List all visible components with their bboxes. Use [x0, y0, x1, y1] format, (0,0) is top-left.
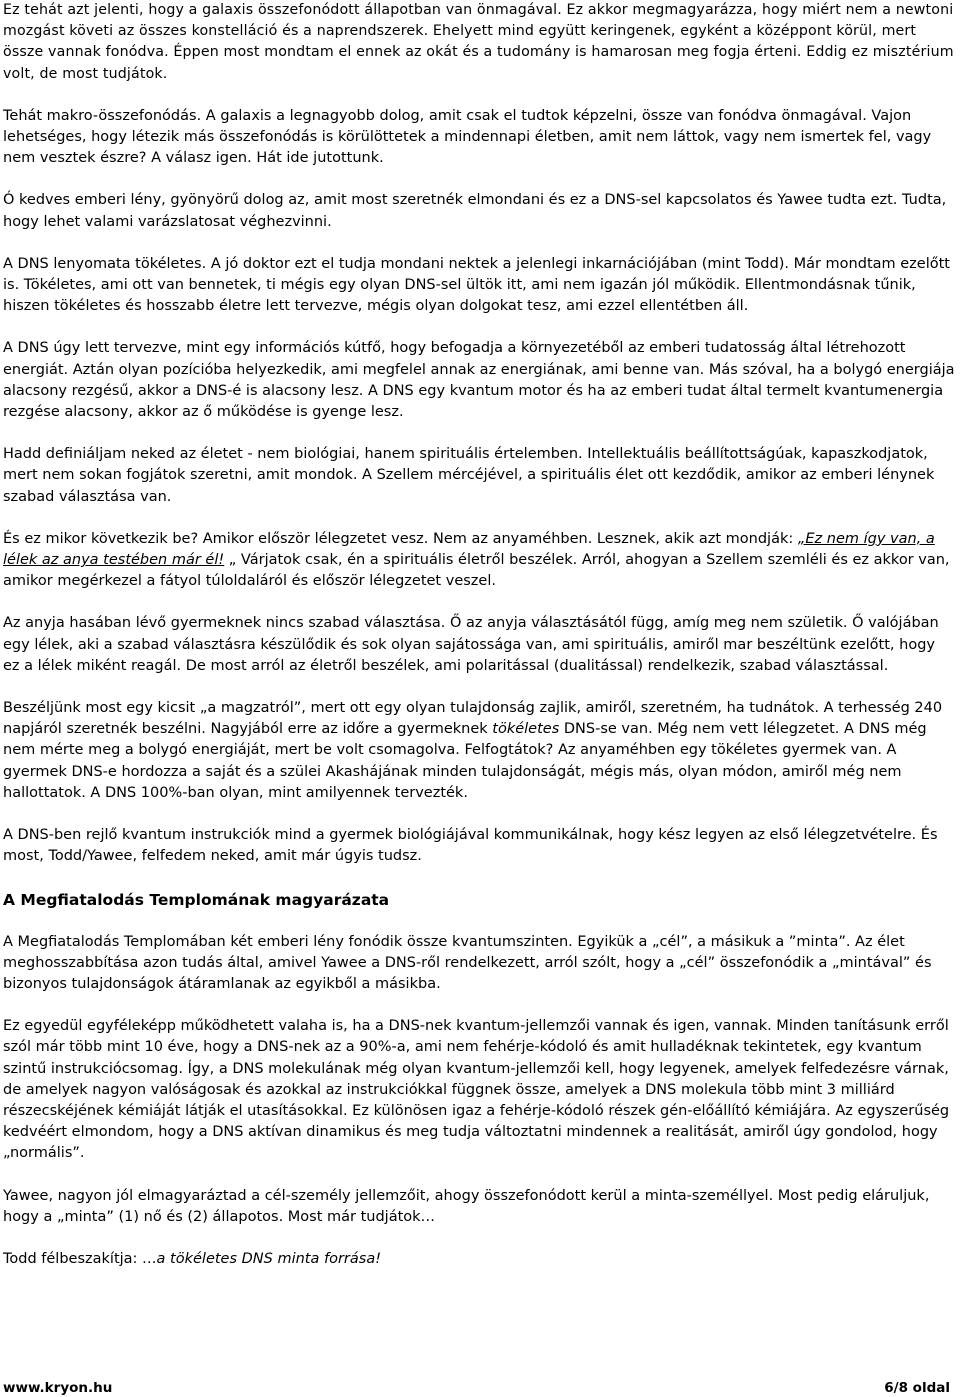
- footer-site-link[interactable]: www.kryon.hu: [3, 1380, 113, 1396]
- paragraph-14-italic: a tökéletes DNS minta forrása!: [156, 1250, 382, 1267]
- paragraph-14-text-a: Todd félbeszakítja: …: [3, 1250, 157, 1267]
- paragraph-11: A Megfiatalodás Templomában két emberi lény fonódik össze kvantumszinten. Egyikük a „cél”, a másikuk a ”minta”. Az élet meghosszabbítása azon tudás által, amivel Yawee a DNS-ről rendelkezett, arról szólt, hogy a „cél” összefonódik a „mintával” és bizonyos tulajdonságok átáramlanak az egyikből a másikba.: [3, 933, 932, 992]
- paragraph-9: [3, 698, 955, 804]
- paragraph-intro: Ez tehát azt jelenti, hogy a galaxis összefonódott állapotban van önmagával. Ez akkor megmagyarázza, hogy miért nem a newtoni mozgást követi az összes konstelláció és a naprendszerek. Ehelyett mind együtt keringenek, egyként a középpont körül, mert össze vannak fonódva. Éppen most mondtam el ennek az okát és a tudomány is hamarosan meg fogja érteni. Eddig ez misztérium volt, de most tudjátok.: [3, 2, 954, 82]
- footer-page-number: 6/8 oldal: [884, 1380, 950, 1396]
- paragraph-9-text-b: DNS-se van. Még nem vett lélegzetet. A DNS még nem mérte meg a bolygó energiáját, mert be volt csomagolva. Felfogtátok? Az anyaméhben egy tökéletes gyermek van. A gyermek DNS-e hordozza a saját és a szülei Akashájának minden tulajdonságát, mégis más, olyan módon, amiről még nem hallottatok. A DNS 100%-ban olyan, mint amilyennek tervezték.: [3, 721, 927, 801]
- section-title: A Megfiatalodás Templomának magyarázata: [3, 890, 390, 909]
- paragraph-14: [3, 1249, 955, 1270]
- paragraph-13: Yawee, nagyon jól elmagyaráztad a cél-személy jellemzőit, ahogy összefonódott kerül a minta-személlyel. Most pedig eláruljuk, hogy a „minta” (1) nő és (2) állapotos. Most már tudjátok…: [3, 1187, 930, 1225]
- paragraph-7-text-b: „ Várjatok csak, én a spirituális életről beszélek. Arról, ahogyan a Szellem szemléli és ez akkor van, amikor megérkezel a fátyol túloldaláról és először lélegzetet veszel.: [3, 552, 950, 590]
- paragraph-10: A DNS-ben rejlő kvantum instrukciók mind a gyermek biológiájával kommunikálnak, hogy kész legyen az első lélegzetvételre. És most, Todd/Yawee, felfedem neked, amit már úgyis tudsz.: [3, 827, 938, 865]
- document-body: [3, 0, 955, 1291]
- paragraph-12: Ez egyedül egyféleképp működhetett valaha is, ha a DNS-nek kvantum-jellemzői vannak és igen, vannak. Minden tanításunk erről szól már több mint 10 éve, hogy a DNS-nek az a 90%-a, ami nem fehérje-kódoló és amit hulladéknak tekintetek, egy kvantum szintű instrukciócsomag. Így, a DNS molekulának még olyan kvantum-jellemzői kell, hogy legyenek, amelyek felfedezésre várnak, de amelyek nagyon valóságosak és azokkal az instrukciókkal függnek össze, amelyek a DNS molekula több mint 3 milliárd részecskéjének kémiáját látják el utasításokkal. Ez különösen igaz a fehérje-kódoló részek gén-előállító kémiájára. Az egyszerűség kedvéért elmondom, hogy a DNS aktívan dinamikus és meg tudja változtatni mindennek a realitását, amiről úgy gondolod, hogy „normális”.: [3, 1018, 950, 1162]
- paragraph-7: [3, 529, 955, 593]
- paragraph-3: Ó kedves emberi lény, gyönyörű dolog az, amit most szeretnék elmondani és ez a DNS-sel kapcsolatos és Yawee tudta ezt. Tudta, hogy lehet valami varázslatosat véghezvinni.: [3, 192, 947, 230]
- paragraph-4: A DNS lenyomata tökéletes. A jó doktor ezt el tudja mondani nektek a jelenlegi inkarnációjában (mint Todd). Már mondtam ezelőtt is. Tökéletes, ami ott van bennetek, ti mégis egy olyan DNS-sel ültök itt, ami nem igazán jól működik. Ellentmondásnak tűnik, hiszen tökéletes és hosszabb életre lett tervezve, mégis olyan dolgokat tesz, ami ezzel ellentétben áll.: [3, 255, 950, 315]
- paragraph-7-text-a: És ez mikor következik be? Amikor először lélegzetet vesz. Nem az anyaméhben. Lesznek, akik azt mondják:: [3, 530, 798, 547]
- paragraph-5: A DNS úgy lett tervezve, mint egy információs kútfő, hogy befogadja a környezetéből az emberi tudatosság által létrehozott energiát. Aztán olyan pozícióba helyezkedik, ami megfelel annak az energiának, ami benne van. Más szóval, ha a bolygó energiája alacsony rezgésű, akkor a DNS-é is alacsony lesz. A DNS egy kvantum motor és ha az emberi tudat által termelt kvantumenergia rezgése alacsony, akkor az ő működése is gyenge lesz.: [3, 340, 955, 421]
- paragraph-2: Tehát makro-összefonódás. A galaxis a legnagyobb dolog, amit csak el tudtok képzelni, össze van fonódva önmagával. Vajon lehetséges, hogy létezik más összefonódás is körülöttetek a mindennapi életben, amit nem láttok, vagy nem ismertek fel, vagy nem vesztek észre? A válasz igen. Hát ide jutottunk.: [3, 107, 932, 167]
- paragraph-9-text-a: Beszéljünk most egy kicsit „a magzatról”, mert ott egy olyan tulajdonság zajlik, amiről, szeretném, ha tudnátok. A terhesség 240 napjáról szeretnék beszélni. Nagyjából erre az időre a gyermeknek: [3, 700, 943, 738]
- paragraph-7-quote: „Ez nem így van, a lélek az anya testében már él!: [3, 530, 935, 569]
- page-footer: [3, 1380, 950, 1396]
- paragraph-6: Hadd definiáljam neked az életet - nem biológiai, hanem spirituális értelemben. Intellektuális beállítottságúak, kapaszkodjatok, mert nem sokan fogjátok szeretni, amit mondok. A Szellem mércéjével, a spirituális élet ott kezdődik, amikor az emberi lénynek szabad választása van.: [3, 446, 935, 505]
- paragraph-8: Az anyja hasában lévő gyermeknek nincs szabad választása. Ő az anyja választásától függ, amíg meg nem születik. Ő valójában egy lélek, aki a szabad választásra készülődik és sok olyan sajátossága van, ami spirituális, amiről mar beszéltünk ezelőtt, hogy ez a lélek miként reagál. De most arról az életről beszélek, ami polaritással (dualitással) rendelkezik, szabad választással.: [3, 615, 939, 674]
- paragraph-9-italic: tökéletes: [492, 721, 560, 738]
